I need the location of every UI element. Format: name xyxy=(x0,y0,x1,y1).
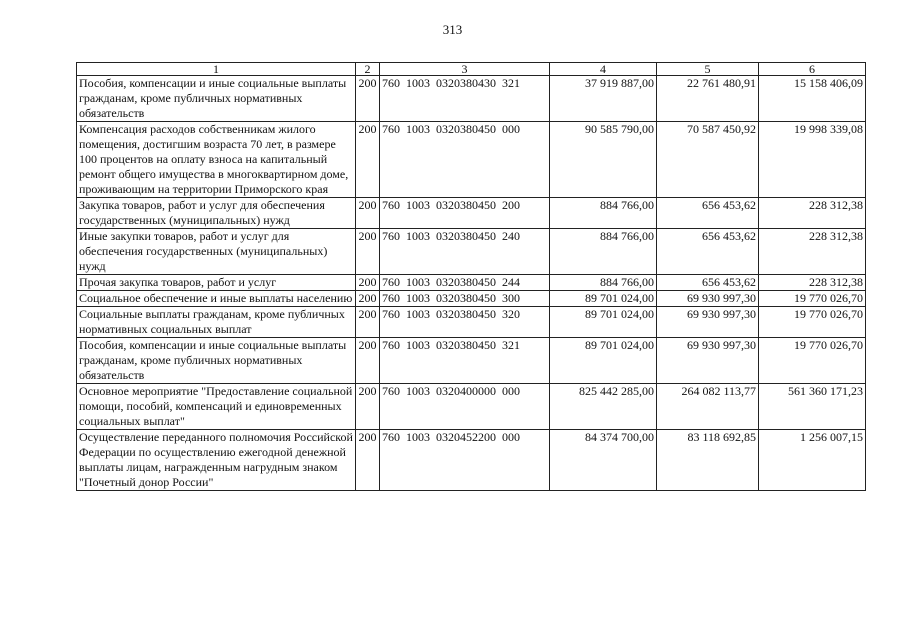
row-amount-planned: 884 766,00 xyxy=(550,198,657,229)
table-row xyxy=(77,122,866,198)
column-header: 6 xyxy=(759,63,866,76)
row-amount-executed: 69 930 997,30 xyxy=(657,338,759,384)
table-row xyxy=(77,198,866,229)
row-description: Социальные выплаты гражданам, кроме публичных нормативных социальных выплат xyxy=(77,307,356,338)
row-classification: 760 1003 0320380450 000 xyxy=(380,122,550,198)
row-classification: 760 1003 0320380430 321 xyxy=(380,76,550,122)
table-row xyxy=(77,76,866,122)
table-row xyxy=(77,275,866,291)
row-classification: 760 1003 0320380450 244 xyxy=(380,275,550,291)
row-amount-remaining: 19 770 026,70 xyxy=(759,291,866,307)
row-code: 200 xyxy=(356,430,380,491)
row-amount-planned: 89 701 024,00 xyxy=(550,307,657,338)
column-header: 1 xyxy=(77,63,356,76)
table-row xyxy=(77,338,866,384)
table-row xyxy=(77,229,866,275)
row-amount-planned: 884 766,00 xyxy=(550,275,657,291)
row-classification: 760 1003 0320380450 200 xyxy=(380,198,550,229)
row-classification: 760 1003 0320380450 240 xyxy=(380,229,550,275)
row-amount-planned: 89 701 024,00 xyxy=(550,291,657,307)
row-code: 200 xyxy=(356,307,380,338)
table-header-row xyxy=(77,63,866,76)
row-amount-planned: 90 585 790,00 xyxy=(550,122,657,198)
row-description: Пособия, компенсации и иные социальные выплаты гражданам, кроме публичных нормативных обязательств xyxy=(77,76,356,122)
row-amount-remaining: 228 312,38 xyxy=(759,275,866,291)
row-description: Компенсация расходов собственникам жилого помещения, достигшим возраста 70 лет, в размере 100 процентов на оплату взноса на капитальный ремонт общего имущества в многоквартирном доме, проживающим на территории Приморского края xyxy=(77,122,356,198)
page-number: 313 xyxy=(442,22,463,37)
row-amount-planned: 37 919 887,00 xyxy=(550,76,657,122)
row-amount-remaining: 228 312,38 xyxy=(759,229,866,275)
row-amount-executed: 69 930 997,30 xyxy=(657,307,759,338)
column-header: 4 xyxy=(550,63,657,76)
row-code: 200 xyxy=(356,229,380,275)
row-code: 200 xyxy=(356,291,380,307)
row-amount-executed: 70 587 450,92 xyxy=(657,122,759,198)
row-code: 200 xyxy=(356,198,380,229)
row-classification: 760 1003 0320452200 000 xyxy=(380,430,550,491)
row-amount-remaining: 19 998 339,08 xyxy=(759,122,866,198)
row-amount-planned: 825 442 285,00 xyxy=(550,384,657,430)
row-code: 200 xyxy=(356,122,380,198)
row-code: 200 xyxy=(356,275,380,291)
row-code: 200 xyxy=(356,384,380,430)
row-description: Социальное обеспечение и иные выплаты населению xyxy=(77,291,356,307)
table-row xyxy=(77,307,866,338)
row-code: 200 xyxy=(356,338,380,384)
row-code: 200 xyxy=(356,76,380,122)
row-description: Прочая закупка товаров, работ и услуг xyxy=(77,275,356,291)
row-amount-executed: 83 118 692,85 xyxy=(657,430,759,491)
row-amount-executed: 22 761 480,91 xyxy=(657,76,759,122)
row-description: Осуществление переданного полномочия Российской Федерации по осуществлению ежегодной денежной выплаты лицам, награжденным нагрудным знаком "Почетный донор России" xyxy=(77,430,356,491)
row-amount-executed: 656 453,62 xyxy=(657,198,759,229)
row-classification: 760 1003 0320380450 300 xyxy=(380,291,550,307)
row-amount-remaining: 15 158 406,09 xyxy=(759,76,866,122)
column-header: 5 xyxy=(657,63,759,76)
table-row xyxy=(77,430,866,491)
row-amount-planned: 884 766,00 xyxy=(550,229,657,275)
row-amount-planned: 89 701 024,00 xyxy=(550,338,657,384)
row-amount-remaining: 1 256 007,15 xyxy=(759,430,866,491)
row-amount-remaining: 561 360 171,23 xyxy=(759,384,866,430)
row-amount-executed: 656 453,62 xyxy=(657,229,759,275)
row-amount-planned: 84 374 700,00 xyxy=(550,430,657,491)
table-row xyxy=(77,291,866,307)
row-amount-executed: 69 930 997,30 xyxy=(657,291,759,307)
row-classification: 760 1003 0320380450 321 xyxy=(380,338,550,384)
table-row xyxy=(77,384,866,430)
column-header: 3 xyxy=(380,63,550,76)
budget-table xyxy=(76,62,866,491)
row-classification: 760 1003 0320400000 000 xyxy=(380,384,550,430)
row-amount-executed: 656 453,62 xyxy=(657,275,759,291)
row-amount-remaining: 19 770 026,70 xyxy=(759,307,866,338)
row-description: Иные закупки товаров, работ и услуг для обеспечения государственных (муниципальных) нужд xyxy=(77,229,356,275)
row-description: Основное мероприятие "Предоставление социальной помощи, пособий, компенсаций и единовременных социальных выплат" xyxy=(77,384,356,430)
row-amount-executed: 264 082 113,77 xyxy=(657,384,759,430)
row-description: Пособия, компенсации и иные социальные выплаты гражданам, кроме публичных нормативных обязательств xyxy=(77,338,356,384)
column-header: 2 xyxy=(356,63,380,76)
row-description: Закупка товаров, работ и услуг для обеспечения государственных (муниципальных) нужд xyxy=(77,198,356,229)
row-amount-remaining: 228 312,38 xyxy=(759,198,866,229)
row-classification: 760 1003 0320380450 320 xyxy=(380,307,550,338)
row-amount-remaining: 19 770 026,70 xyxy=(759,338,866,384)
